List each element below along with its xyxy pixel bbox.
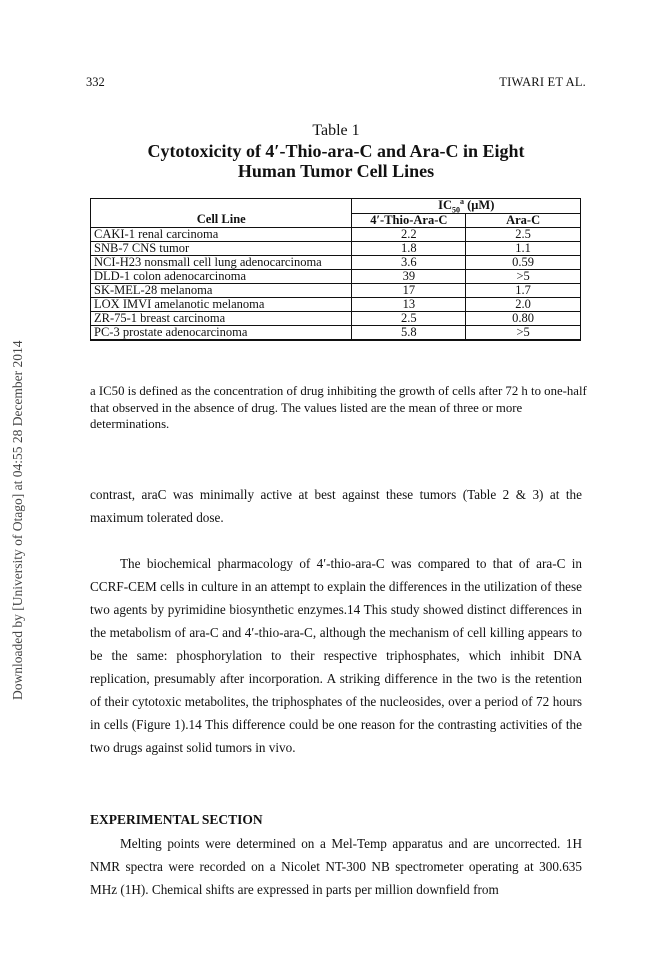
thio-ara-c-value: 13 [352,297,466,311]
body-paragraph-2: The biochemical pharmacology of 4′-thio-ara-C was compared to that of ara-C in CCRF-CEM cells in culture in an attempt to explain the differences in the utilization of these two agents by pyrimidine biosynthetic enzymes.14 This study showed distinct differences in the metabolism of ara-C and 4′-thio-ara-C, although the mechanism of cell killing appears to be the same: phosphorylation to their respective triphosphates, which inhibit DNA replication, presumably after incorporation. A striking difference in the two is the retention of their cytotoxic metabolites, the triphosphates of the nucleosides, over a period of 72 hours in cells (Figure 1).14 This difference could be one reason for the contrasting activities of the two drugs against solid tumors in vivo. [90,556,582,755]
ara-c-value: 1.1 [466,241,581,255]
section-heading: EXPERIMENTAL SECTION [90,812,263,827]
cell-line: SNB-7 CNS tumor [91,241,352,255]
table-row [91,311,581,325]
download-notice: Downloaded by [University of Otago] at 04:55 28 December 2014 [10,340,25,700]
cell-line: LOX IMVI amelanotic melanoma [91,297,352,311]
ara-c-value: 0.59 [466,255,581,269]
thio-ara-c-value: 1.8 [352,241,466,255]
thio-ara-c-value: 2.2 [352,227,466,241]
cell-line: CAKI-1 renal carcinoma [91,227,352,241]
thio-ara-c-value: 2.5 [352,311,466,325]
cytotoxicity-table [90,198,581,341]
cell-line: NCI-H23 nonsmall cell lung adenocarcinoma [91,255,352,269]
table-row [91,283,581,297]
table-row [91,325,581,340]
ara-c-value: >5 [466,269,581,283]
ara-c-value: 2.0 [466,297,581,311]
cell-line: ZR-75-1 breast carcinoma [91,311,352,325]
download-watermark [10,300,24,700]
table-row [91,297,581,311]
page-number: 332 [86,75,105,89]
table-row [91,227,581,241]
thio-ara-c-value: 5.8 [352,325,466,340]
column-header-cell-line: Cell Line [91,213,352,227]
body-paragraph-1: contrast, araC was minimally active at best against these tumors (Table 2 & 3) at the maximum tolerated dose. [90,487,582,525]
ara-c-value: 1.7 [466,283,581,297]
ic50-group-header: $IC_{50}^a$ (μM) [352,199,581,214]
table-row [91,269,581,283]
cell-line: SK-MEL-28 melanoma [91,283,352,297]
thio-ara-c-value: 17 [352,283,466,297]
table-label: Table 1 [312,122,360,139]
cell-line: PC-3 prostate adenocarcinoma [91,325,352,340]
running-head: TIWARI ET AL. [499,75,586,89]
column-header-ara-c: Ara-C [466,213,581,227]
table-title: Cytotoxicity of 4′-Thio-ara-C and Ara-C in Eight Human Tumor Cell Lines [147,141,525,181]
table-row [91,255,581,269]
table-row [91,241,581,255]
thio-ara-c-value: 3.6 [352,255,466,269]
table-footnote: a IC50 is defined as the concentration of drug inhibiting the growth of cells after 72 h to one-half that observed in the absence of drug. The values listed are the mean of three or more determinations. [90,384,587,431]
body-paragraph-3: Melting points were determined on a Mel-Temp apparatus and are uncorrected. 1H NMR spectra were recorded on a Nicolet NT-300 NB spectrometer operating at 300.635 MHz (1H). Chemical shifts are expressed in parts per million downfield from [90,836,582,897]
ara-c-value: 0.80 [466,311,581,325]
thio-ara-c-value: 39 [352,269,466,283]
cell-line: DLD-1 colon adenocarcinoma [91,269,352,283]
column-header-thio-ara-c: 4′-Thio-Ara-C [352,213,466,227]
ara-c-value: 2.5 [466,227,581,241]
ara-c-value: >5 [466,325,581,340]
